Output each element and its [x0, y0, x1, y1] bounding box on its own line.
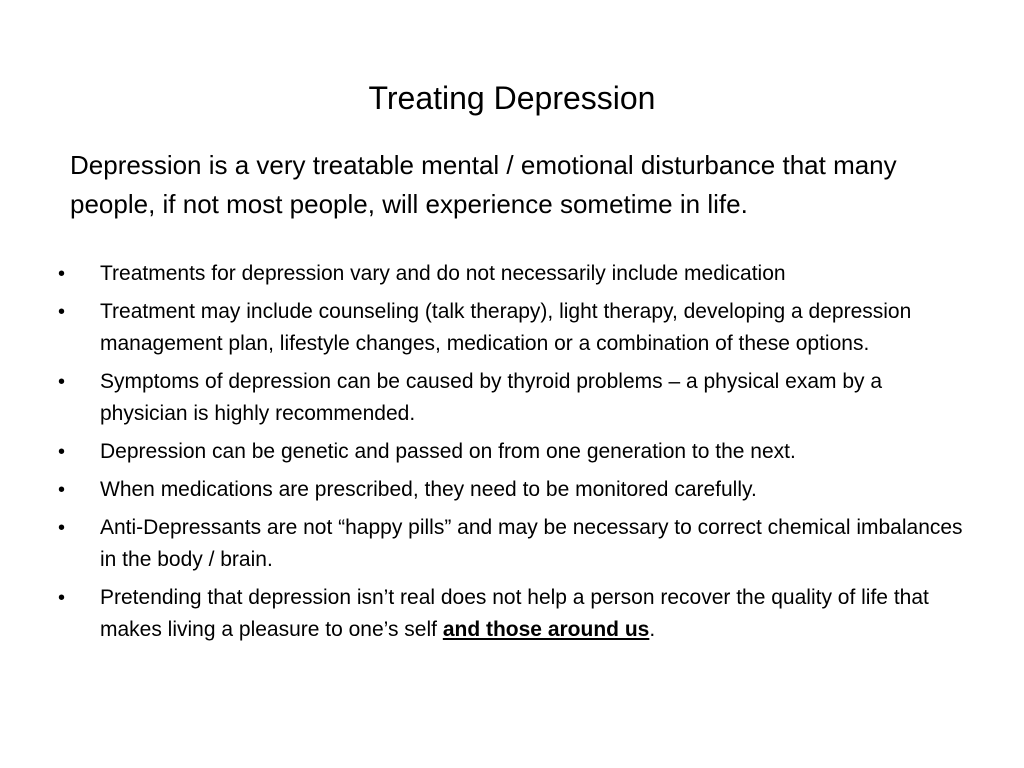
- bullet-text: Anti-Depressants are not “happy pills” and may be necessary to correct chemical imbalances in the body / brain.: [100, 516, 963, 571]
- bullet-icon: •: [58, 263, 66, 285]
- bullet-item: [58, 296, 968, 360]
- bullet-icon: •: [58, 371, 66, 393]
- bullet-item: [58, 436, 968, 468]
- bullet-icon: •: [58, 301, 66, 323]
- bullet-text: Symptoms of depression can be caused by thyroid problems – a physical exam by a physician is highly recommended.: [100, 370, 883, 425]
- bullet-icon: •: [58, 441, 66, 463]
- bullet-list: [58, 258, 968, 652]
- bullet-item: [58, 474, 968, 506]
- bullet-text: Depression can be genetic and passed on from one generation to the next.: [100, 440, 796, 463]
- bullet-text: When medications are prescribed, they need to be monitored carefully.: [100, 478, 757, 501]
- bullet-icon: •: [58, 479, 66, 501]
- bullet-item: [58, 258, 968, 290]
- bullet-icon: •: [58, 517, 66, 539]
- slide-title: Treating Depression: [368, 80, 656, 116]
- bullet-text: [100, 586, 929, 641]
- bullet-icon: •: [58, 587, 66, 609]
- bullet-emphasis: and those around us: [442, 618, 650, 641]
- bullet-text: Treatments for depression vary and do not necessarily include medication: [100, 262, 786, 285]
- bullet-item: [58, 366, 968, 430]
- bullet-item: [58, 512, 968, 576]
- slide-subtitle: Depression is a very treatable mental / emotional disturbance that many people, if not most people, will experience sometime in life.: [70, 150, 897, 219]
- bullet-text-main: Pretending that depression isn’t real does not help a person recover the quality of life that makes living a pleasure to one’s self: [100, 586, 929, 641]
- bullet-text: Treatment may include counseling (talk therapy), light therapy, developing a depression management plan, lifestyle changes, medication or a combination of these options.: [100, 300, 912, 355]
- bullet-text-end: .: [649, 618, 656, 641]
- bullet-item: [58, 582, 968, 646]
